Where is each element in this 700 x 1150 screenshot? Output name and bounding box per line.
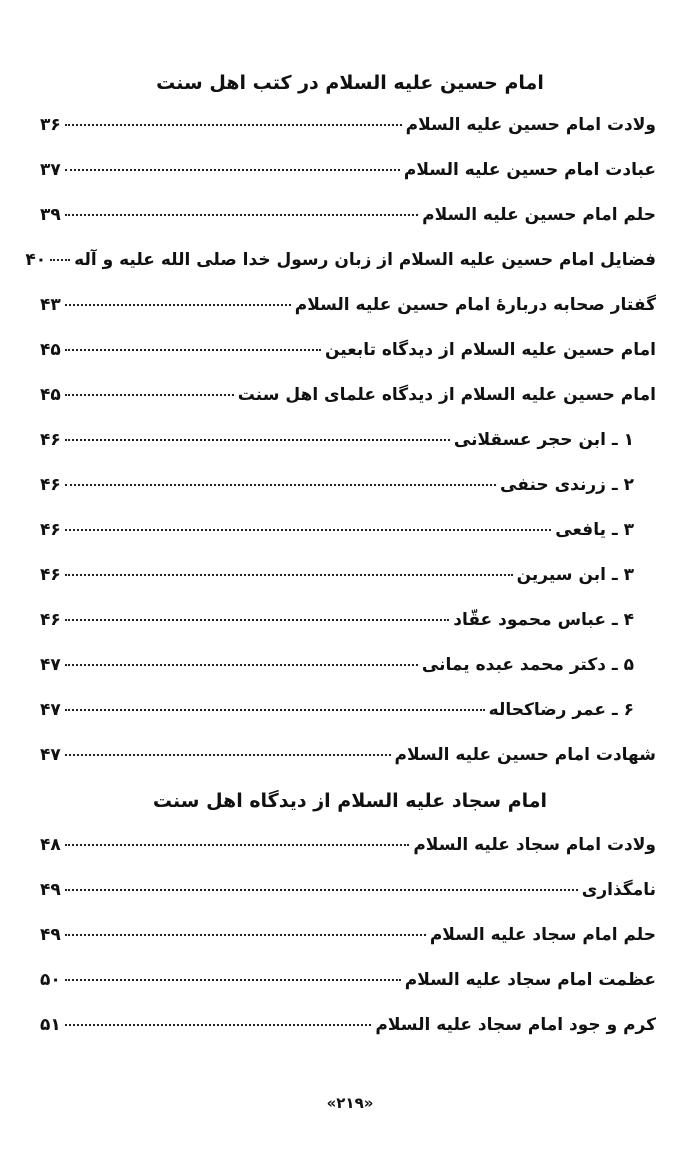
section-title: امام حسین عليه السلام در کتب اهل سنت — [156, 72, 544, 94]
dot-leader — [65, 979, 401, 981]
toc-entry-page: ۴۸ — [40, 835, 61, 855]
toc-entry-title: ولادت امام سجاد عليه السلام — [413, 835, 656, 855]
toc-entry — [40, 205, 656, 235]
toc-entry-page: ۴۳ — [40, 295, 61, 315]
toc-entry-page: ۳۶ — [40, 115, 61, 135]
toc-entry-page: ۴۶ — [40, 475, 61, 495]
toc-entry-title: ۳ ـ یافعی — [555, 520, 634, 540]
dot-leader — [65, 619, 449, 621]
toc-entry-title: ۴ ـ عباس محمود عقّاد — [453, 610, 634, 630]
section-title: امام سجاد عليه السلام از دیدگاه اهل سنت — [152, 790, 548, 812]
toc-entry-page: ۴۵ — [40, 340, 61, 360]
toc-entry-page: ۴۷ — [40, 700, 61, 720]
toc-entry — [40, 970, 656, 1000]
toc-entry-title: ۵ ـ دکتر محمد عبده یمانی — [421, 655, 634, 675]
dot-leader — [65, 754, 391, 756]
toc-entry-page: ۴۵ — [40, 385, 61, 405]
dot-leader — [65, 394, 234, 396]
toc-entry — [40, 430, 656, 460]
toc-entry-page: ۴۹ — [40, 925, 61, 945]
toc-entry-title: کرم و جود امام سجاد عليه السلام — [375, 1015, 656, 1035]
toc-entry-title: امام حسین عليه السلام از دیدگاه تابعین — [324, 340, 656, 360]
toc-entry-title: عبادت امام حسین عليه السلام — [403, 160, 656, 180]
toc-entry-page: ۵۰ — [40, 970, 61, 990]
toc-entry-page: ۴۷ — [40, 745, 61, 765]
toc-entry-page: ۴۶ — [40, 610, 61, 630]
toc-entry-page: ۴۰ — [25, 250, 47, 270]
toc-entry-title: حلم امام حسین عليه السلام — [422, 205, 656, 225]
dot-leader — [65, 664, 418, 666]
toc-entry — [40, 880, 656, 910]
dot-leader — [65, 709, 485, 711]
toc-entry-page: ۵۱ — [40, 1015, 61, 1035]
dot-leader — [65, 214, 418, 216]
dot-leader — [50, 259, 70, 261]
toc-entry — [40, 745, 656, 775]
toc-entry — [25, 250, 656, 280]
toc-entry — [40, 385, 656, 415]
toc-entry-title: نامگذاری — [581, 880, 656, 900]
toc-entry — [40, 340, 656, 370]
toc-entry-title: فضایل امام حسین عليه السلام از زبان رسول خدا صلی الله علیه و آله — [74, 250, 656, 270]
toc-entry — [40, 700, 656, 730]
toc-entry — [40, 115, 656, 145]
toc-entry — [40, 655, 656, 685]
toc-entry — [40, 835, 656, 865]
toc-entry-title: امام حسین عليه السلام از دیدگاه علمای اهل سنت — [237, 385, 656, 405]
toc-entry — [40, 565, 656, 595]
toc-entry — [40, 475, 656, 505]
dot-leader — [65, 574, 513, 576]
dot-leader — [65, 304, 291, 306]
toc-entry-title: ۳ ـ ابن سیرین — [516, 565, 634, 585]
toc-entry-page: ۴۶ — [40, 430, 61, 450]
toc-entry-title: ۱ ـ ابن حجر عسقلانی — [453, 430, 634, 450]
dot-leader — [65, 349, 321, 351]
toc-entry-page: ۴۷ — [40, 655, 61, 675]
dot-leader — [65, 1024, 372, 1026]
toc-entry-title: ۶ ـ عمر رضاکحاله — [488, 700, 634, 720]
dot-leader — [65, 529, 552, 531]
toc-entry-title: حلم امام سجاد عليه السلام — [429, 925, 656, 945]
toc-entry-page: ۳۹ — [40, 205, 61, 225]
dot-leader — [65, 844, 410, 846]
toc-entry-title: گفتار صحابه دربارهٔ امام حسین عليه السلام — [294, 295, 656, 315]
page-number: «۲۱۹» — [326, 1094, 374, 1112]
toc-entry-page: ۳۷ — [40, 160, 61, 180]
toc-entry-page: ۴۶ — [40, 520, 61, 540]
toc-entry — [40, 160, 656, 190]
dot-leader — [65, 169, 400, 171]
toc-entry-title: شهادت امام حسین عليه السلام — [394, 745, 656, 765]
toc-entry — [40, 925, 656, 955]
dot-leader — [65, 439, 450, 441]
dot-leader — [65, 934, 426, 936]
toc-entry-title: ۲ ـ زرندی حنفی — [500, 475, 634, 495]
toc-entry-title: ولادت امام حسین عليه السلام — [405, 115, 656, 135]
toc-entry-page: ۴۶ — [40, 565, 61, 585]
dot-leader — [65, 484, 496, 486]
toc-entry-title: عظمت امام سجاد عليه السلام — [404, 970, 656, 990]
toc-entry — [40, 1015, 656, 1045]
toc-entry — [40, 295, 656, 325]
toc-entry — [40, 520, 656, 550]
dot-leader — [65, 124, 402, 126]
toc-entry — [40, 610, 656, 640]
toc-entry-page: ۴۹ — [40, 880, 61, 900]
dot-leader — [65, 889, 578, 891]
